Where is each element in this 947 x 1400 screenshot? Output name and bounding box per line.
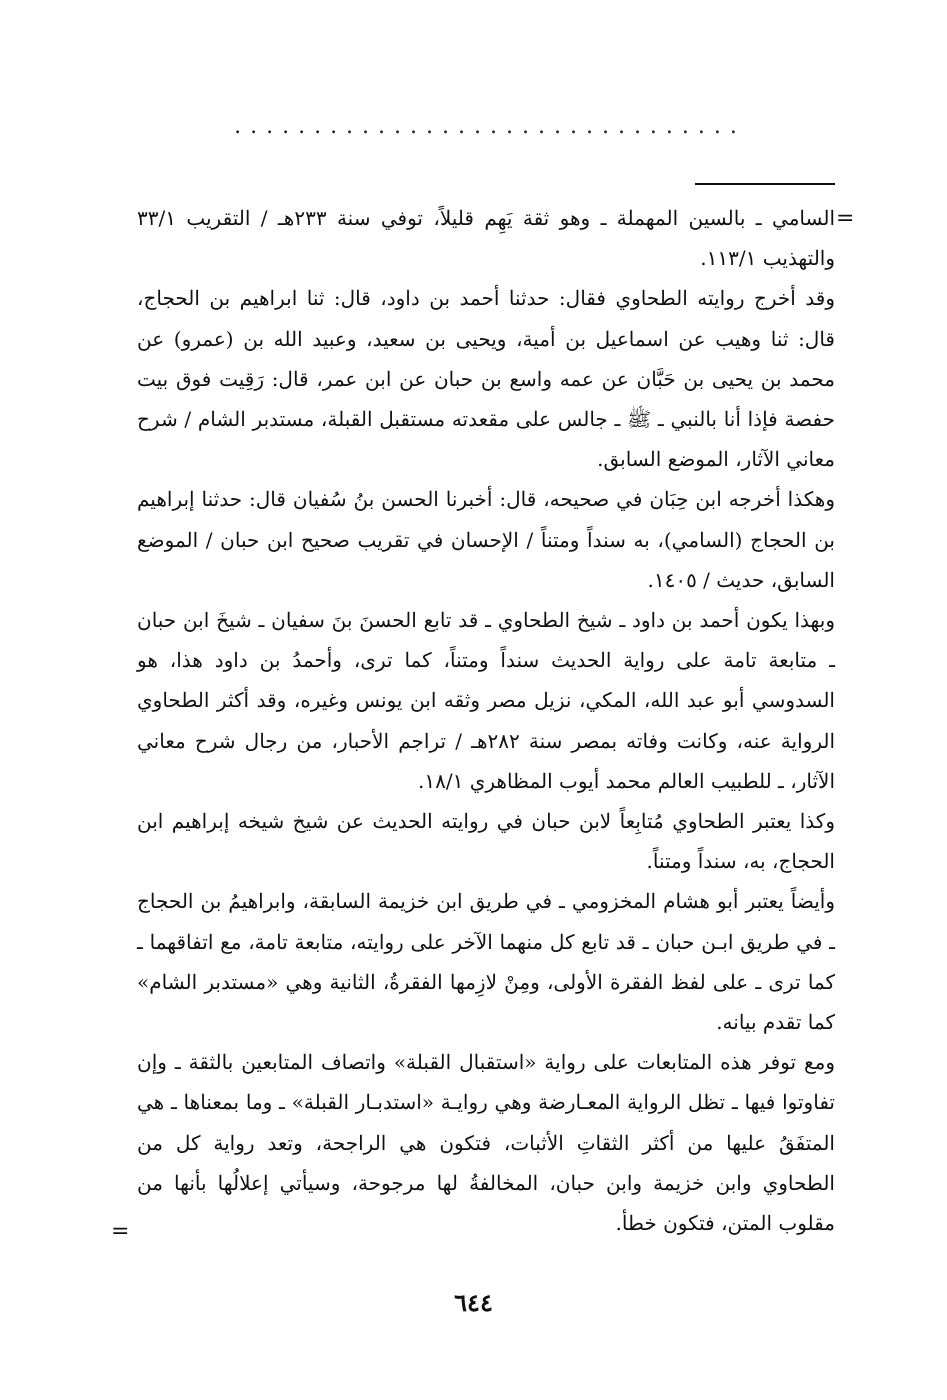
page-number: ٦٤٤: [454, 1288, 493, 1317]
paragraph: وأيضاً يعتبر أبو هشام المخزومي ـ في طريق ابن خزيمة السابقة، وابراهيمُ بن الحجاج ـ في طريق ابـن حبان ـ قد تابع كل منهما الآخر على روايته، متابعة تامة، مع اتفاقهما ـ كما ترى ـ على لفظ الفقرة الأولى، ومِنْ لازِمها الفقرةُ، الثانية وهي «مستدبر الشام» كما تقدم بيانه.: [137, 889, 835, 1035]
paragraph: السامي ـ بالسين المهملة ـ وهو ثقة يَهِم قليلاً، توفي سنة ٢٣٣هـ / التقريب ٣٣/١ والتهذيب ١١٣/١.: [137, 206, 835, 271]
paragraph: وكذا يعتبر الطحاوي مُتابِعاً لابن حبان في روايته الحديث عن شيخ شيخه إبراهيم ابن الحجاج، به، سنداً ومتناً.: [137, 809, 835, 874]
footnote-body: [137, 198, 835, 1243]
paragraph: وهكذا أخرجه ابن حِبَان في صحيحه، قال: أخبرنا الحسن بنُ سُفيان قال: حدثنا إبراهيم بن الحجاج (السامي)، به سنداً ومتناً / الإحسان في تقريب صحيح ابن حبان / الموضع السابق، حديث / ١٤٠٥.: [137, 487, 835, 592]
paragraph: وبهذا يكون أحمد بن داود ـ شيخ الطحاوي ـ قد تابع الحسنَ بنَ سفيان ـ شيخَ ابن حبان ـ متابعة تامة على رواية الحديث سنداً ومتناً، كما ترى، وأحمدُ بن داود هذا، هو السدوسي أبو عبد الله، المكي، نزيل مصر وثقه ابن يونس وغيره، وقد أكثر الطحاوي الرواية عنه، وكانت وفاته بمصر سنة ٢٨٢هـ / تراجم الأحبار، من رجال شرح معاني الآثار، ـ للطبيب العالم محمد أيوب المظاهري ١٨/١.: [137, 608, 835, 793]
continuation-mark-top: =: [836, 206, 855, 231]
dot-leader-separator: ................................: [234, 116, 746, 138]
paragraph: ومع توفر هذه المتابعات على رواية «استقبال القبلة» واتصاف المتابعين بالثقة ـ وإن تفاوتوا فيها ـ تظل الرواية المعـارضة وهي روايـة «استدبـار القبلة» ـ وما بمعناها ـ هي المتفَقُ عليها من أكثر الثقاتِ الأثبات، فتكون هي الراجحة، وتعد رواية كل من الطحاوي وابن خزيمة وابن حبان، المخالفةُ لها مرجوحة، وسيأتي إعلالُها بأنها من مقلوب المتن، فتكون خطأ.: [137, 1050, 835, 1236]
paragraph: وقد أخرج روايته الطحاوي فقال: حدثنا أحمد بن داود، قال: ثنا ابراهيم بن الحجاج، قال: ثنا وهيب عن اسماعيل بن أمية، ويحيى بن سعيد، وعبيد الله بن (عمرو) عن محمد بن يحيى بن حَبَّان عن عمه واسع بن حبان عن ابن عمر، قال: رَقِيت فوق بيت حفصة فإذا أنا بالنبي ـ ﷺ ـ جالس على مقعدته مستقبل القبلة، مستدبر الشام / شرح معاني الآثار، الموضع السابق.: [137, 286, 835, 472]
continuation-mark-bottom: =: [111, 1219, 130, 1244]
footnote-rule: [695, 183, 835, 185]
